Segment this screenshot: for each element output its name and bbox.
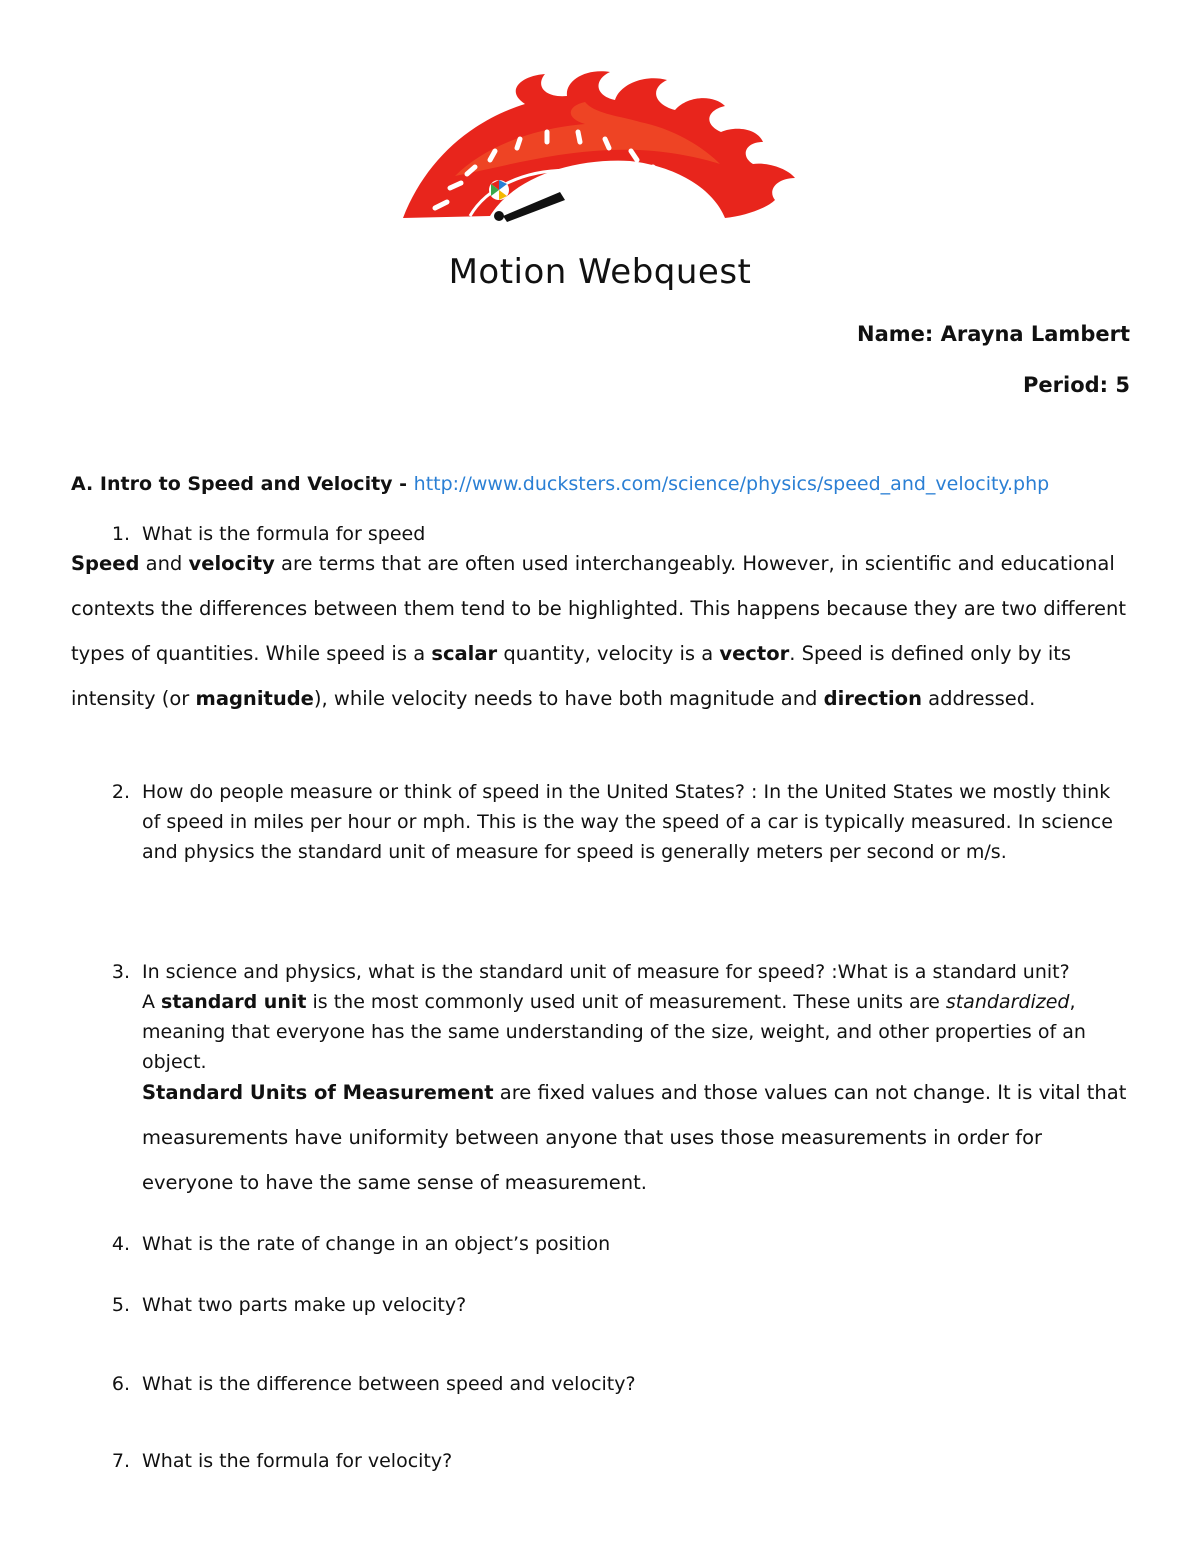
answer-text: is the most commonly used unit of measurement. These units are — [306, 991, 946, 1013]
term-velocity: velocity — [188, 552, 275, 575]
student-name: Name: Arayna Lambert — [857, 322, 1130, 346]
page-title: Motion Webquest — [448, 252, 752, 292]
question-number: 5. — [111, 1294, 130, 1316]
answer-text: are terms that are often used interchangeably. However, in scientific and educational contexts the differences between them tend to be highlighted. This happens because they are two different types of quantities. While speed is a — [71, 552, 1127, 665]
question-text: What is the formula for speed — [142, 523, 426, 545]
section-a-heading — [71, 473, 1049, 495]
term-speed: Speed — [71, 552, 140, 575]
answer-text: A — [142, 991, 162, 1013]
question-text: What is the formula for velocity? — [142, 1450, 453, 1472]
term-standardized: standardized — [945, 991, 1070, 1013]
question-text: What is the difference between speed and velocity? — [142, 1373, 636, 1395]
question-text: In science and physics, what is the standard unit of measure for speed? :What is a standard unit? — [142, 961, 1070, 983]
term-magnitude: magnitude — [195, 687, 314, 710]
question-text: What two parts make up velocity? — [142, 1294, 467, 1316]
class-period: Period: 5 — [1023, 373, 1130, 397]
answer-text: are fixed values and those values can not change. It is vital that measurements have uniformity between anyone that uses those measurements in order for everyone to have the same sense of measurement. — [142, 1081, 1127, 1194]
question-number: 4. — [111, 1233, 130, 1255]
answer-text: quantity, velocity is a — [497, 642, 720, 665]
question-text: How do people measure or think of speed in the United States? : In the United States we mostly think of speed in miles per hour or mph. This is the way the speed of a car is typically measured. In science and physics the standard unit of measure for speed is generally meters per second or m/s. — [142, 781, 1113, 863]
ducksters-link[interactable]: http://www.ducksters.com/science/physics/speed_and_velocity.php — [413, 473, 1050, 495]
question-number: 1. — [111, 523, 130, 545]
question-number: 7. — [111, 1450, 130, 1472]
question-number: 3. — [111, 961, 130, 983]
section-a-title: A. Intro to Speed and Velocity - — [71, 473, 414, 495]
answer-3-paragraph — [142, 1070, 1137, 1205]
answer-text: , meaning that everyone has the same understanding of the size, weight, and other properties of an object. — [142, 991, 1086, 1073]
question-text: What is the rate of change in an object’s position — [142, 1233, 611, 1255]
speedometer-flame-logo — [395, 66, 805, 236]
gauge-center-icon — [489, 180, 509, 200]
answer-text: . Speed is defined only by its intensity (or — [71, 642, 1072, 710]
term-scalar: scalar — [431, 642, 498, 665]
term-vector: vector — [719, 642, 790, 665]
term-direction: direction — [823, 687, 922, 710]
question-number: 6. — [111, 1373, 130, 1395]
answer-1-paragraph — [71, 541, 1136, 721]
term-standard-unit: standard unit — [161, 991, 307, 1013]
answer-text — [142, 987, 1132, 1077]
answer-text: and — [139, 552, 189, 575]
question-number: 2. — [111, 781, 130, 803]
answer-text: ), while velocity needs to have both magnitude and — [313, 687, 824, 710]
answer-text: addressed. — [921, 687, 1036, 710]
term-standard-units-of-measurement: Standard Units of Measurement — [142, 1081, 494, 1104]
